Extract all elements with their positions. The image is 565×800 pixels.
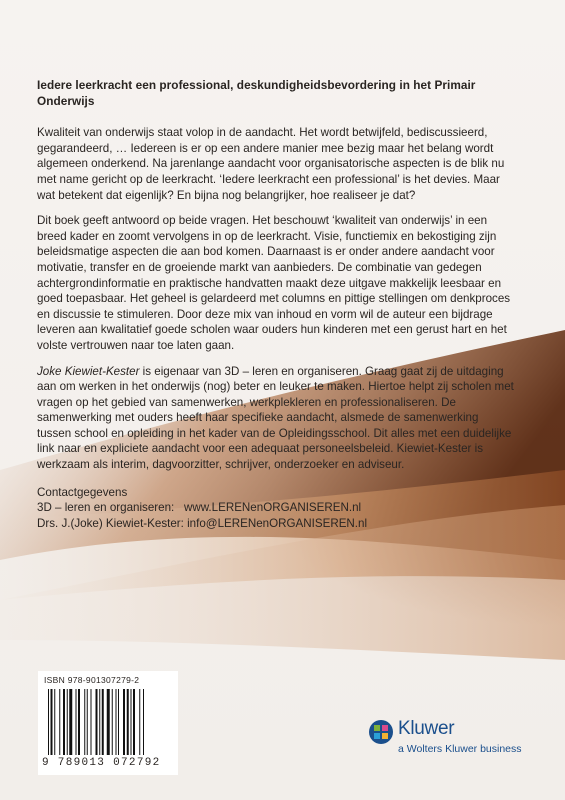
contact-heading: Contactgegevens	[37, 485, 128, 499]
author-name: Joke Kiewiet-Kester	[37, 364, 140, 378]
contact-email: Drs. J.(Joke) Kiewiet-Kester: info@LERENenORGANISEREN.nl	[37, 516, 368, 530]
author-bio-text: is eigenaar van 3D – leren en organiseren. Graag gaat zij de uitdaging aan om werken in het onderwijs (nog) beter en leuker te maken. Hiertoe helpt zij scholen met vragen op het gebied van samenwerken, werkplekleren en professionaliseren. De samenwerking met ouders heeft haar specifieke aandacht, alsmede de samenwerking tussen school en opleiding in het kader van de Opleidingsschool. Dit alles met een duidelijke link naar en expliciete aandacht voor een adequaat personeelsbeleid. Kiewiet-Kester is werkzaam als interim, dagvoorzitter, schrijver, onderzoeker en adviseur.	[37, 364, 514, 472]
barcode-bars	[48, 689, 170, 755]
publisher-logo	[368, 715, 528, 765]
isbn-label: ISBN 978-901307279-2	[44, 675, 140, 685]
back-cover-text	[37, 78, 515, 531]
paragraph-book-description: Dit boek geeft antwoord op beide vragen. Het beschouwt ‘kwaliteit van onderwijs’ in een breed kader en zoomt vervolgens in op de leerkracht. Visie, functiemix en bekostiging zijn beleidsmatige aspecten die aan bod komen. Daarnaast is er onder andere aandacht voor motivatie, transfer en de groeiende markt van aanbieders. De combinatie van gedegen achtergrondinformatie en praktische handvatten maakt deze uitgave makkelijk leesbaar en goed toepasbaar. Het geheel is gelardeerd met columns en pittige stellingen om denkproces en discussie te stimuleren. Door deze mix van inhoud en vorm wil de auteur een bijdrage leveren aan kwalitatief goede scholen waar ouders hun kinderen met een gerust hart en het volste vertrouwen naar toe laten gaan.	[37, 214, 511, 352]
contact-details	[37, 485, 515, 532]
blurb-title: Iedere leerkracht een professional, deskundigheidsbevordering in het Primair Onderwijs	[37, 78, 476, 108]
kluwer-mark-icon	[368, 719, 394, 745]
barcode-digits: 9 789013 072792	[42, 757, 161, 769]
paragraph-intro: Kwaliteit van onderwijs staat volop in de aandacht. Het wordt betwijfeld, bediscussieerd, gegarandeerd, … Iedereen is er op een andere manier mee bezig maar het belang wordt algemeen onderkend. Na jarenlange aandacht voor organisatorische aspecten is de blik nu met name gericht op de leerkracht. ‘Iedere leerkracht een professional’ is het devies. Maar wat betekent dat eigenlijk? En bijna nog belangrijker, hoe realiseer je dat?	[37, 126, 505, 202]
publisher-name: Kluwer	[398, 718, 455, 739]
barcode	[38, 671, 178, 775]
contact-website: 3D – leren en organiseren: www.LERENenORGANISEREN.nl	[37, 501, 362, 515]
author-bio	[37, 364, 515, 473]
publisher-tagline: a Wolters Kluwer business	[398, 743, 522, 755]
